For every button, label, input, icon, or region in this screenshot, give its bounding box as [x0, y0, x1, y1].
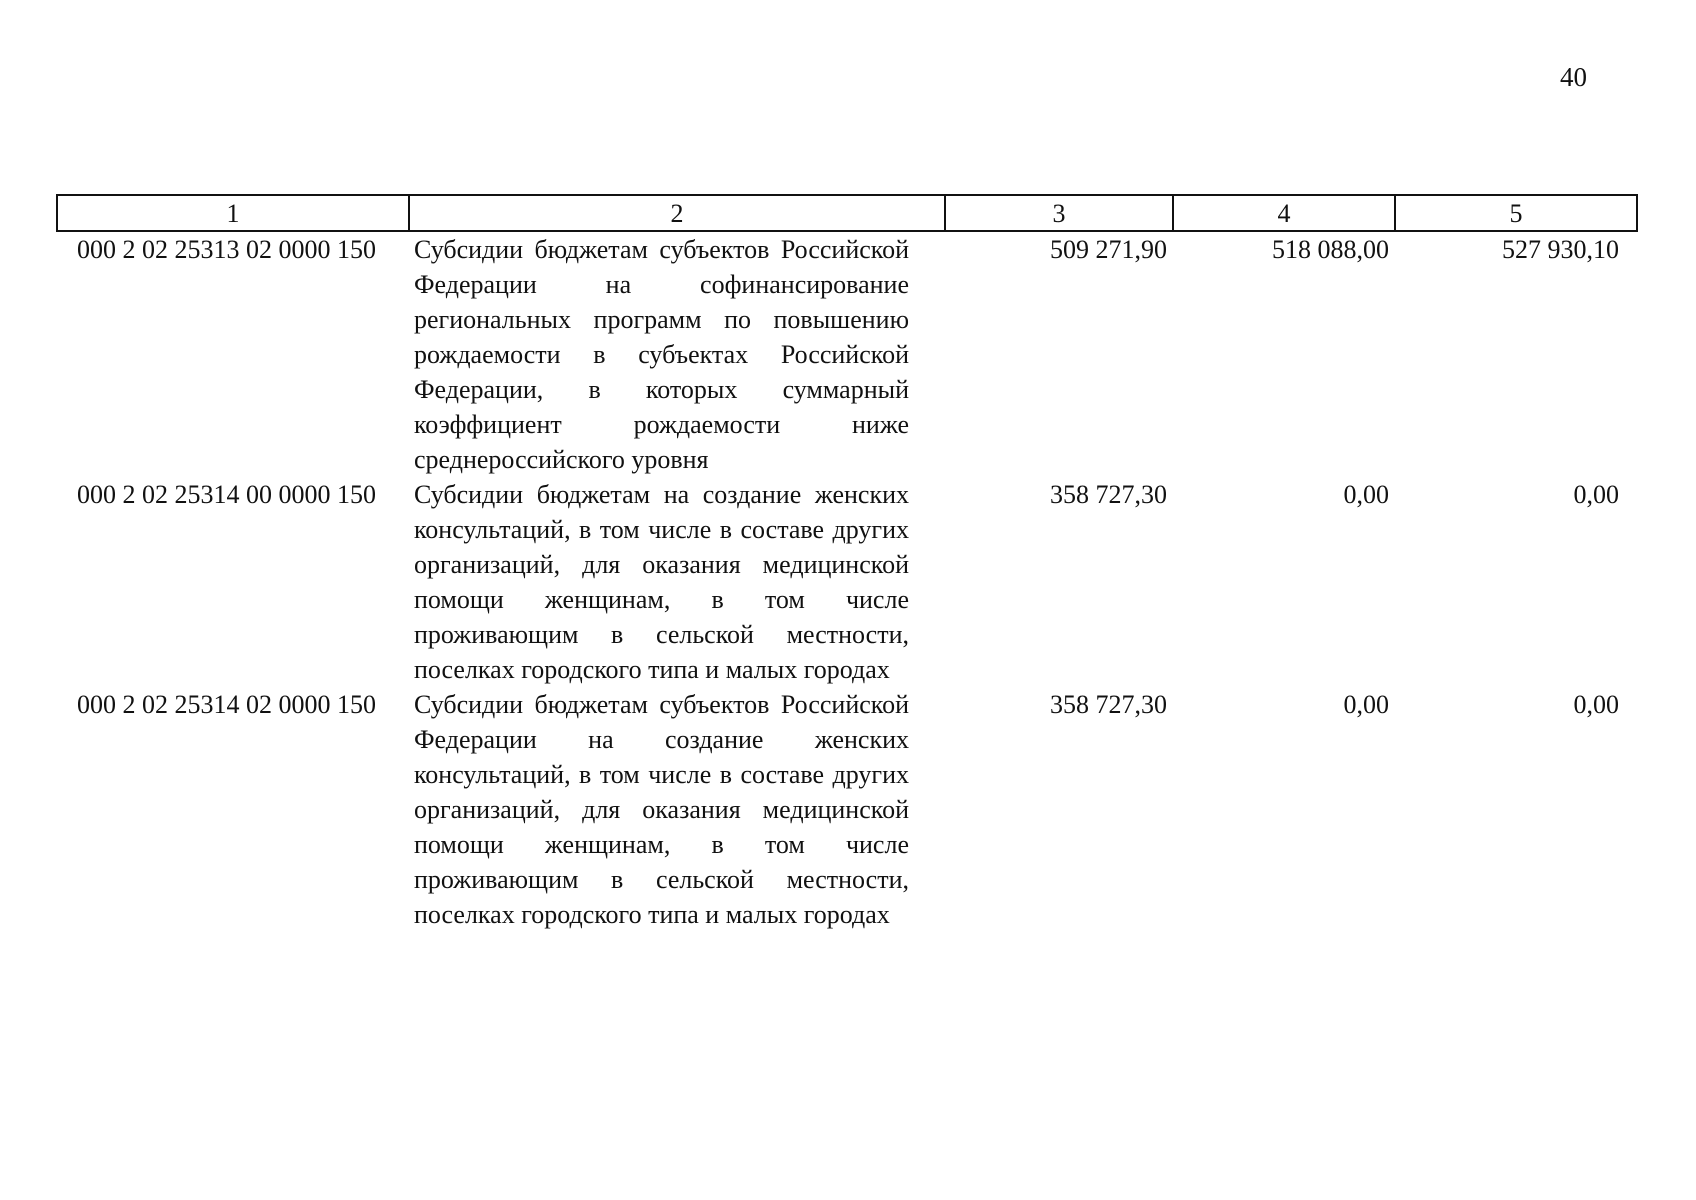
row-value-col5: 0,00 [1573, 690, 1619, 719]
row-value-col3: 509 271,90 [1050, 235, 1167, 264]
row-description: Субсидии бюджетам субъектов Российской Федерации на создание женских консультаций, в том числе в составе других организаций, для оказания медицинской помощи женщинам, в том числе проживающим в сельской местности, поселках городского типа и малых городах [414, 690, 909, 929]
row-value-col5: 0,00 [1573, 480, 1619, 509]
row-code: 000 2 02 25313 02 0000 150 [77, 235, 376, 264]
table-row [57, 477, 1637, 687]
row-value-col3: 358 727,30 [1050, 480, 1167, 509]
row-value-col4: 0,00 [1343, 480, 1389, 509]
table-row [57, 687, 1637, 932]
header-row [57, 195, 1637, 231]
row-code: 000 2 02 25314 00 0000 150 [77, 480, 376, 509]
header-cell-3: 3 [945, 195, 1173, 231]
budget-table [56, 194, 1638, 932]
header-cell-4: 4 [1173, 195, 1395, 231]
table-header [57, 195, 1637, 231]
table-row [57, 231, 1637, 477]
row-description: Субсидии бюджетам субъектов Российской Федерации на софинансирование региональных программ по повышению рождаемости в субъектах Российской Федерации, в которых суммарный коэффициент рождаемости ниже среднероссийского уровня [414, 235, 909, 474]
header-cell-2: 2 [409, 195, 945, 231]
row-value-col3: 358 727,30 [1050, 690, 1167, 719]
row-value-col4: 0,00 [1343, 690, 1389, 719]
header-cell-1: 1 [57, 195, 409, 231]
row-description: Субсидии бюджетам на создание женских консультаций, в том числе в составе других организаций, для оказания медицинской помощи женщинам, в том числе проживающим в сельской местности, поселках городского типа и малых городах [414, 480, 909, 684]
page-number: 40 [1560, 62, 1587, 92]
header-cell-5: 5 [1395, 195, 1637, 231]
row-code: 000 2 02 25314 02 0000 150 [77, 690, 376, 719]
row-value-col5: 527 930,10 [1502, 235, 1619, 264]
table-body [57, 231, 1637, 932]
row-value-col4: 518 088,00 [1272, 235, 1389, 264]
